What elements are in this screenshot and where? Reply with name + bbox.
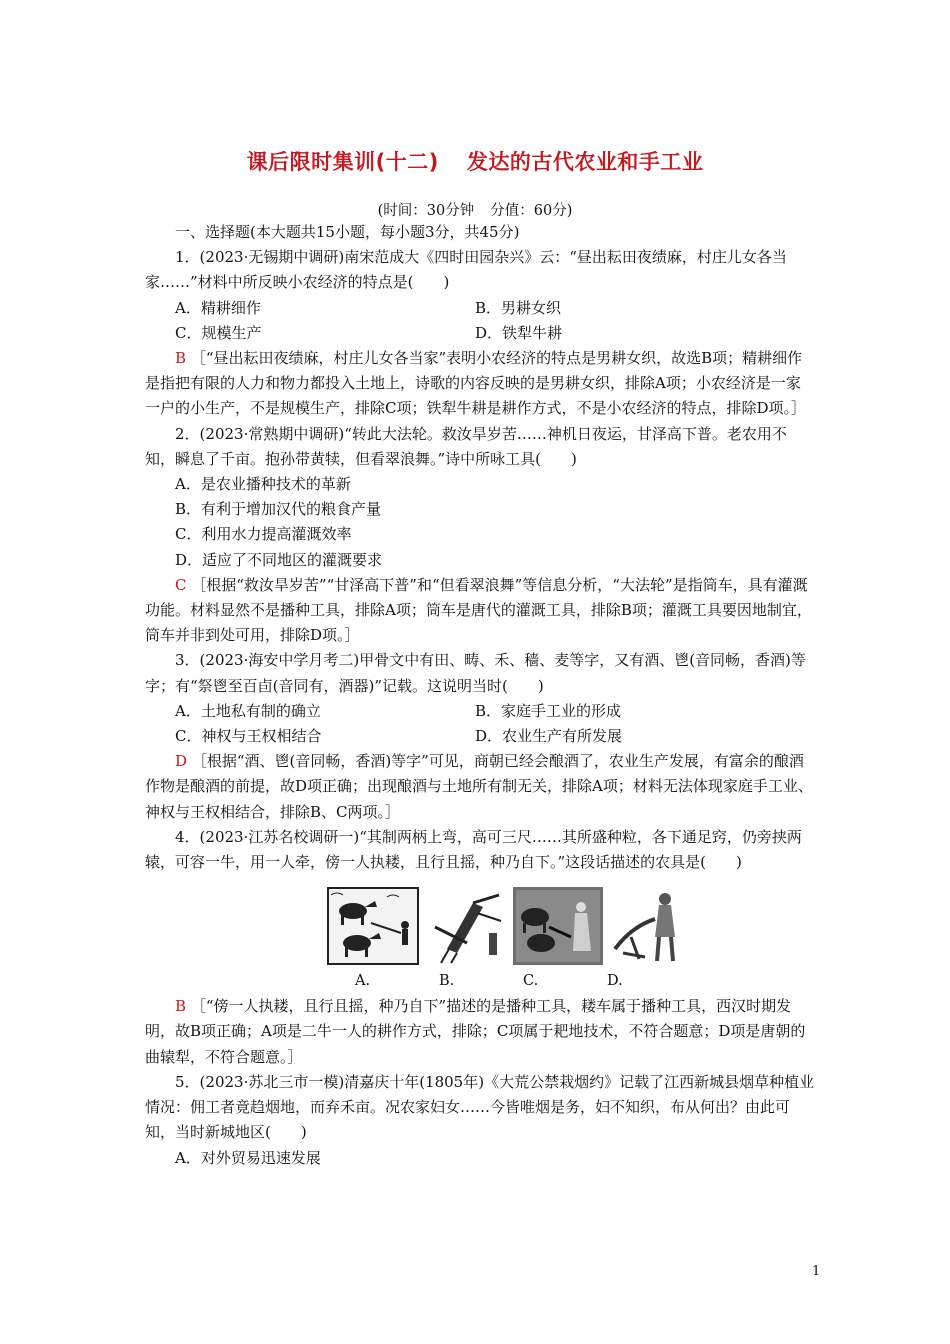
figure-label: B. [439, 973, 455, 990]
option: D．农业生产有所发展 [475, 727, 623, 746]
question-stem: 4．(2023·江苏名校调研一)“其制两柄上弯，高可三尺……其所盛种粒，各下通足窍，仍旁挟两辕，可容一牛，用一人牵，傍一人执耧，且行且摇，种乃自下。”这段话描述的农具是( ) [145, 827, 802, 872]
question-body [145, 220, 815, 1171]
answer-key: B [175, 997, 187, 1016]
answer-key: D [175, 752, 188, 771]
explanation-text: ［根据“救汝旱岁苦”“甘泽高下普”和“但看翠浪舞”等信息分析，“大法轮”是指筒车，具有灌溉功能。材料显然不是播种工具，排除A项；筒车是唐代的灌溉工具，排除B项；灌溉工具要因地制宜，筒车并非到处可用，排除D项。］ [145, 575, 812, 645]
option: B．家庭手工业的形成 [475, 701, 622, 720]
option: A．对外贸易迅速发展 [175, 1148, 321, 1167]
option: C．利用水力提高灌溉效率 [175, 525, 352, 544]
option-row [145, 321, 815, 346]
page-title [0, 146, 950, 176]
total-score: 分值：60分) [490, 203, 573, 219]
option: D．适应了不同地区的灌溉要求 [175, 550, 383, 569]
question-stem: 5．(2023·苏北三市一模)清嘉庆十年(1805年)《大荒公禁栽烟约》记载了江西新城县烟草种植业情况：佣工者竟趋烟地，而弃禾亩。况农家妇女……今皆唯烟是务，妇不知织，布从何出？由此可知，当时新城地区( ) [145, 1072, 815, 1142]
answer-key: B [175, 349, 187, 368]
page-number: 1 [812, 1264, 821, 1279]
ox-plough-image [327, 887, 419, 965]
option: A．土地私有制的确立 [175, 701, 321, 720]
option: B．有利于增加汉代的粮食产量 [175, 500, 382, 519]
figure-label: C. [523, 973, 539, 990]
question-stem: 1．(2023·无锡期中调研)南宋范成大《四时田园杂兴》云：“昼出耘田夜绩麻，村庄儿女各当家……”材料中所反映小农经济的特点是( ) [145, 248, 787, 292]
figure-label: A. [355, 973, 371, 990]
title-series: 课后限时集训(十二) [246, 150, 439, 174]
option-row [145, 724, 815, 749]
question-stem: 2．(2023·常熟期中调研)“转此大法轮。救汝旱岁苦……神机日夜运，甘泽高下普。老农用不知，瞬息了千亩。抱孙带黄犊，但看翠浪舞。”诗中所咏工具( ) [145, 424, 787, 468]
option: A．是农业播种技术的革新 [175, 475, 351, 494]
option-row [145, 699, 815, 724]
answer-key: C [175, 575, 187, 594]
option: B．男耕女织 [475, 298, 562, 317]
curved-plough-image [611, 887, 685, 965]
title-topic: 发达的古代农业和手工业 [466, 150, 704, 174]
option: C．神权与王权相结合 [175, 727, 322, 746]
tool-figures [145, 881, 815, 965]
answer-explanation [145, 749, 815, 825]
seed-drill-image [427, 887, 505, 965]
time-limit: (时间：30分钟 [377, 203, 475, 219]
option: A．精耕细作 [175, 298, 261, 317]
option: D．铁犁牛耕 [475, 323, 563, 342]
question-stem: 3．(2023·海安中学月考二)甲骨文中有田、畴、禾、穑、麦等字，又有酒、鬯(音同畅，香酒)等字；有“祭鬯至百卣(音同有，酒器)”记载。这说明当时( ) [145, 651, 806, 695]
section-heading: 一、选择题(本大题共15小题，每小题3分，共45分) [175, 223, 520, 241]
answer-explanation [145, 994, 815, 1070]
option: C．规模生产 [175, 323, 262, 342]
exam-meta [0, 199, 950, 220]
harrow-mural-image [513, 887, 603, 965]
option-row [145, 296, 815, 321]
explanation-text: ［“傍一人执耧，且行且摇，种乃自下”描述的是播种工具，耧车属于播种工具，西汉时期发明，故B项正确；A项是二牛一人的耕作方式，排除；C项属于耙地技术，不符合题意；D项是唐朝的曲辕犁，不符合题意。］ [145, 997, 806, 1066]
explanation-text: ［“昼出耘田夜绩麻，村庄儿女各当家”表明小农经济的特点是男耕女织，故选B项；精耕细作是指把有限的人力和物力都投入土地上，诗歌的内容反映的是男耕女织，排除A项；小农经济是一家一户的小生产，不是规模生产，排除C项；铁犁牛耕是耕作方式，不是小农经济的特点，排除D项。］ [145, 349, 807, 418]
answer-explanation [145, 573, 815, 649]
answer-explanation [145, 346, 815, 422]
explanation-text: ［根据“酒、鬯(音同畅，香酒)等字”可见，商朝已经会酿酒了，农业生产发展，有富余的酿酒作物是酿酒的前提，故D项正确；出现酿酒与土地所有制无关，排除A项；材料无法体现家庭手工业、神权与王权相结合，排除B、C两项。］ [145, 752, 813, 821]
figure-labels [145, 969, 815, 994]
figure-label: D. [607, 973, 623, 990]
